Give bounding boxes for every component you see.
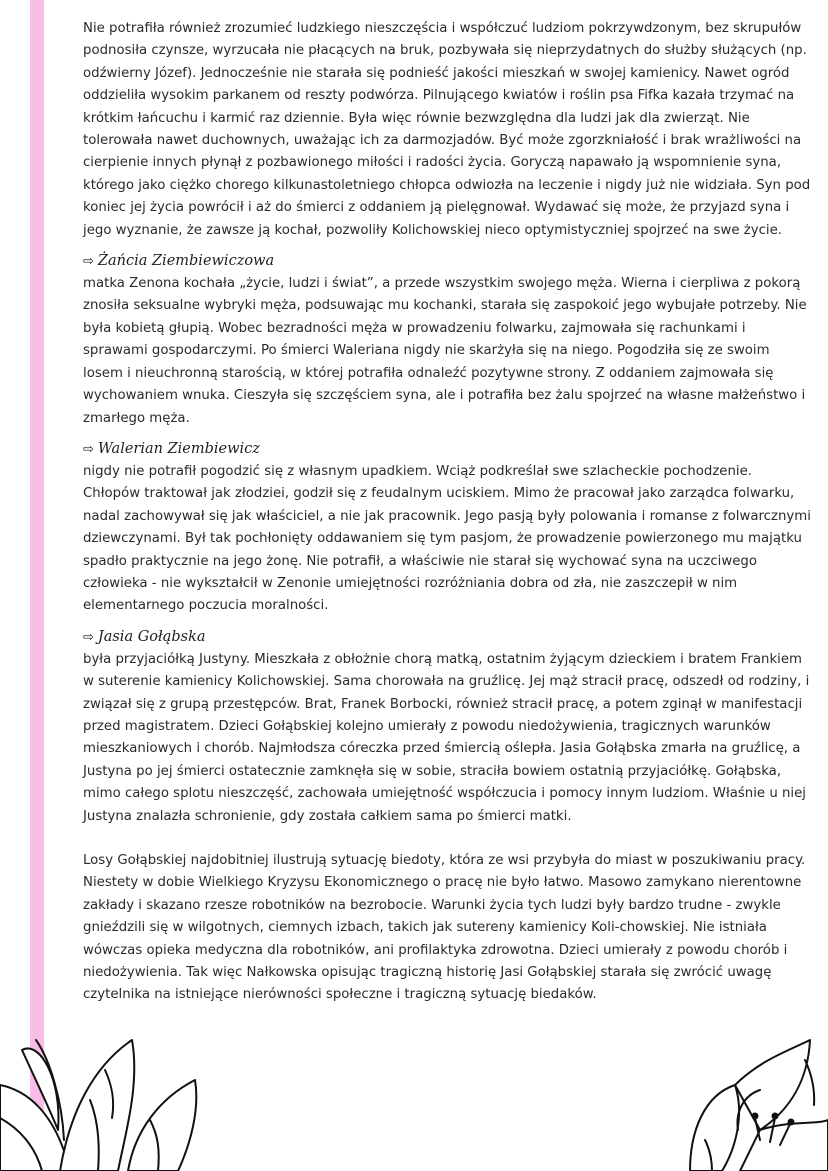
document-page <box>83 18 813 1007</box>
heading-walerian-text: Walerian Ziembiewicz <box>97 440 260 457</box>
heading-walerian <box>83 438 813 461</box>
arrow-icon: ⇨ <box>83 441 94 457</box>
paragraph-jasia: była przyjaciółką Justyny. Mieszkała z obłożnie chorą matką, ostatnim żyjącym dzieckiem i bratem Frankiem w suterenie kamienicy Kolichowskiej. Sama chorowała na gruźlicę. Jej mąż stracił pracę, odszedł od rodziny, i związał się z grupą przestępców. Brat, Franek Borbocki, również stracił pracę, a potem zginął w manifestacji przed magistratem. Dzieci Gołąbskiej kolejno umierały z powodu niedożywienia, tragicznych warunków mieszkaniowych i chorób. Najmłodsza córeczka przed śmiercią oślepła. Jasia Gołąbska zmarła na gruźlicę, a Justyna po jej śmierci ostatecznie zamknęła się w sobie, straciła bowiem ostatnią przyjaciółkę. Gołąbska, mimo całego splotu nieszczęść, zachowała umiejętność współczucia i pomocy innym ludziom. Właśnie u niej Justyna znalazła schronienie, gdy została całkiem sama po śmierci matki. <box>83 651 810 824</box>
arrow-icon: ⇨ <box>83 254 94 270</box>
heading-zancia-text: Żańcia Ziembiewiczowa <box>97 253 275 270</box>
paragraph-walerian: nigdy nie potrafił pogodzić się z własnym upadkiem. Wciąż podkreślał swe szlacheckie pochodzenie. Chłopów traktował jak złodziei, godził się z feudalnym uciskiem. Mimo że pracował jako zarządca folwarku, nadal zachowywał się jak właściciel, a nie jak pracownik. Jego pasją były polowania i romanse z folwarcznymi dziewczynami. Był tak pochłonięty oddawaniem się tym pasjom, że prowadzenie powierzonego mu majątku spadło praktycznie na jego żonę. Nie potrafił, a właściwie nie starał się wychować syna na uczciwego człowieka - nie wykształcił w Zenonie umiejętności rozróżniania dobra od zła, nie zaszczepił w nim elementarnego poczucia moralności. <box>83 463 811 614</box>
paragraph-summary: Losy Gołąbskiej najdobitniej ilustrują sytuację biedoty, która ze wsi przybyła do miast w poszukiwaniu pracy. Niestety w dobie Wielkiego Kryzysu Ekonomicznego o pracę nie było łatwo. Masowo zamykano nierentowne zakłady i skazano rzesze robotników na bezrobocie. Warunki życia tych ludzi były bardzo trudne - zwykle gnieździli się w wilgotnych, ciemnych izbach, takich jak sutereny kamienicy Koli-chowskiej. Nie istniała wówczas opieka medyczna dla robotników, ani profilaktyka zdrowotna. Dzieci umierały z powodu chorób i niedożywienia. Tak więc Nałkowska opisując tragiczną historię Jasi Gołąbskiej starała się zwrócić uwagę czytelnika na istniejące nierówności społeczne i tragiczną sytuację biedaków. <box>83 853 806 1003</box>
paragraph-kolichowska: Nie potrafiła również zrozumieć ludzkiego nieszczęścia i współczuć ludziom pokrzywdzonym, bez skrupułów podnosiła czynsze, wyrzucała nie płacących na bruk, pozbywała się nieprzydatnych do służby służących (np. odźwierny Józef). Jednocześnie nie starała się podnieść jakości mieszkań w swojej kamienicy. Nawet ogród oddzieliła wysokim parkanem od reszty podwórza. Pilnującego kwiatów i roślin psa Fifka kazała trzymać na krótkim łańcuchu i karmić raz dziennie. Była więc równie bezwzględna dla ludzi jak dla zwierząt. Nie tolerowała nawet duchownych, uważając ich za darmozjadów. Być może zgorzkniałość i brak wrażliwości na cierpienie innych płynął z pozbawionego miłości i radości życia. Goryczą napawało ją wspomnienie syna, którego jako ciężko chorego kilkunastoletniego chłopca odwiozła na leczenie i nigdy już nie widziała. Syn pod koniec jej życia powrócił i aż do śmierci z oddaniem ją pielęgnował. Wydawać się może, że przyjazd syna i jego wyznanie, że zawsze ją kochał, pozwoliły Kolichowskiej nieco optymistyczniej spojrzeć na swe życie. <box>83 21 811 238</box>
flower-line-art-right <box>690 1040 828 1171</box>
heading-jasia-text: Jasia Gołąbska <box>97 628 206 645</box>
paragraph-zancia: matka Zenona kochała „życie, ludzi i świat”, a przede wszystkim swojego męża. Wierna i cierpliwa z pokorą znosiła seksualne wybryki męża, podsuwając mu kochanki, starała się zaspokoić jego wybujałe potrzeby. Nie była kobietą głupią. Wobec bezradności męża w prowadzeniu folwarku, zajmowała się rachunkami i sprawami gospodarczymi. Po śmierci Waleriana nigdy nie skarżyła się na niego. Pogodziła się ze swoim losem i nieuchronną starością, w której potrafiła odnaleźć pozytywne strony. Z oddaniem zajmowała się wychowaniem wnuka. Cieszyła się szczęściem syna, ale i potrafiła bez żalu spojrzeć na własne małżeństwo i zmarłego męża. <box>83 276 807 426</box>
heading-jasia <box>83 626 813 649</box>
paragraph-gap <box>83 828 813 850</box>
arrow-icon: ⇨ <box>83 629 94 645</box>
pink-margin-bar <box>30 0 44 1171</box>
heading-zancia <box>83 250 813 273</box>
